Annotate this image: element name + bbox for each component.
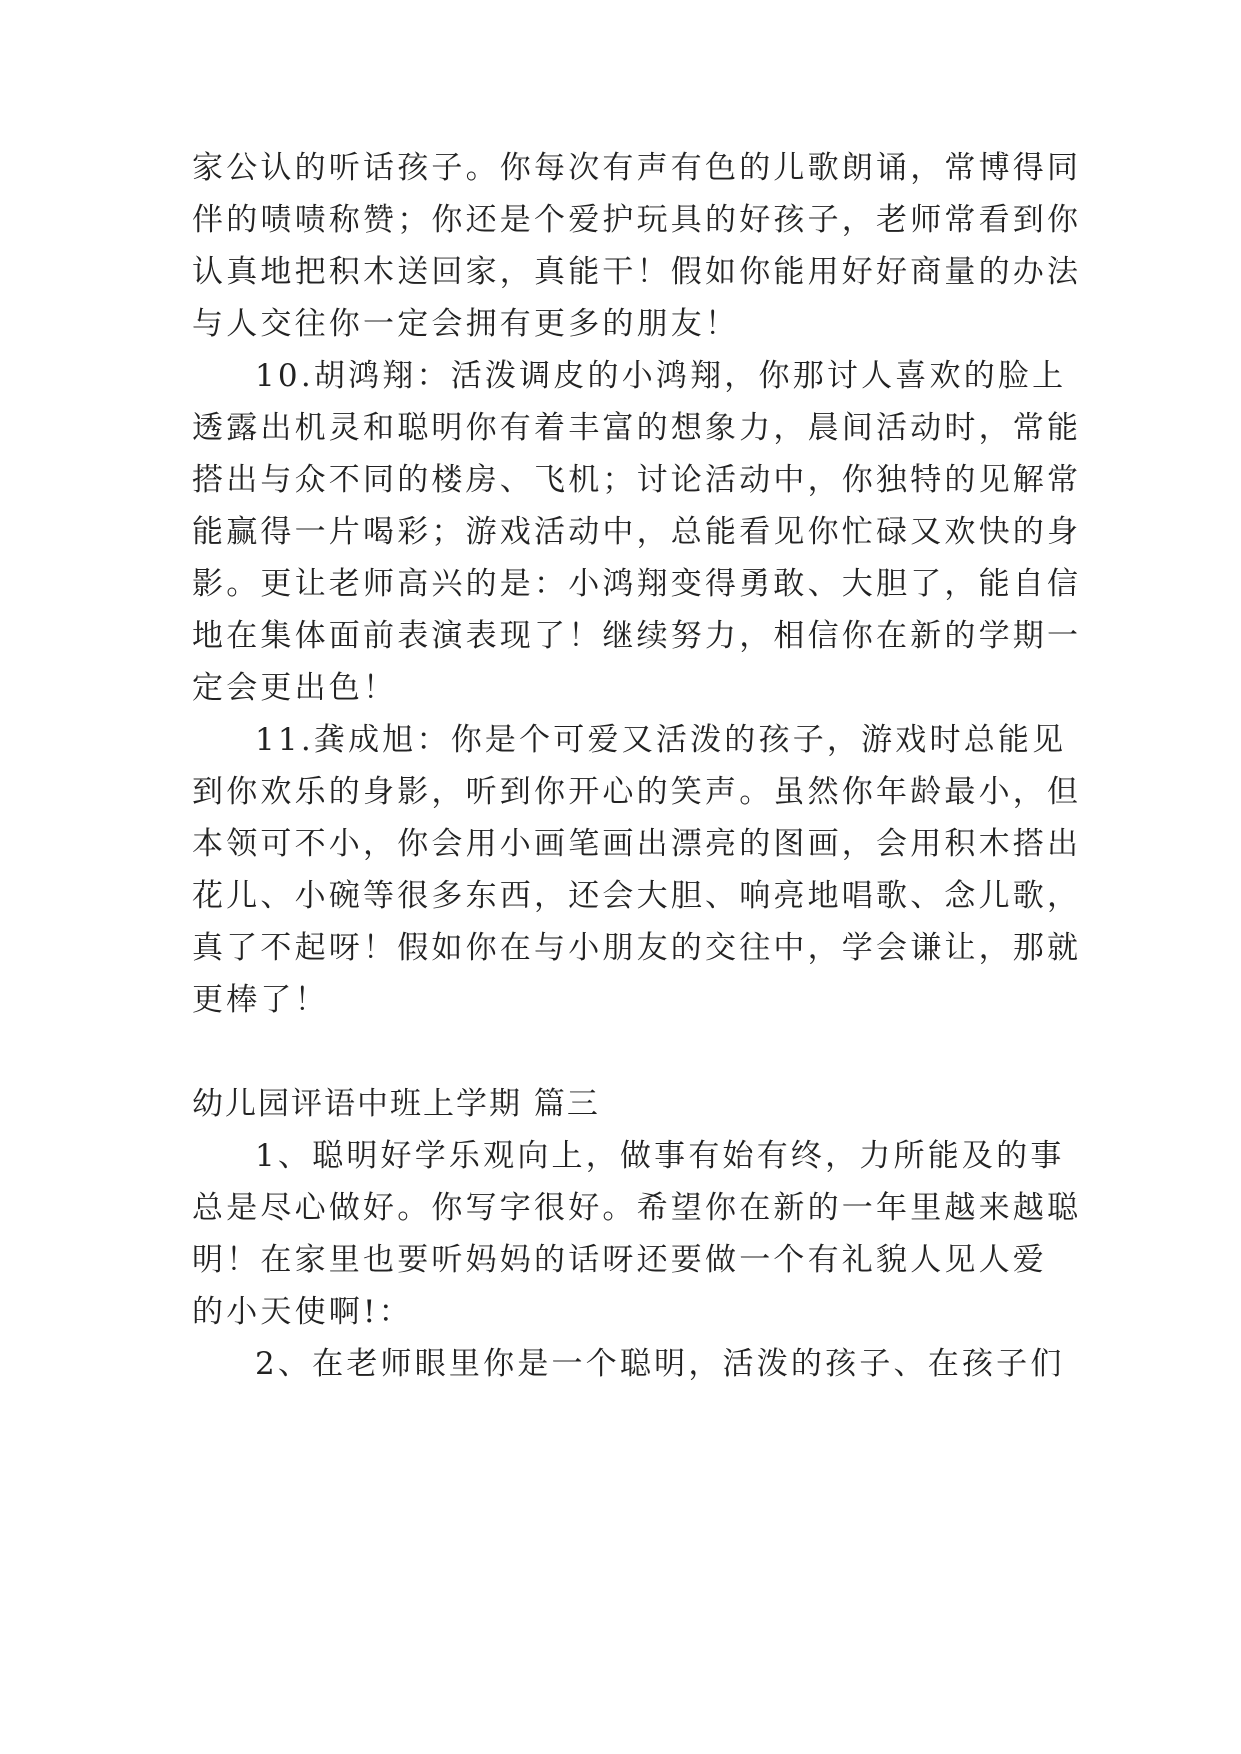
paragraph-10-line-3: 搭出与众不同的楼房、飞机；讨论活动中，你独特的见解常 [192, 462, 1082, 498]
paragraph-9-line-1: 家公认的听话孩子。你每次有声有色的儿歌朗诵，常博得同 [192, 150, 1082, 186]
paragraph-11-line-3: 本领可不小，你会用小画笔画出漂亮的图画，会用积木搭出 [192, 826, 1082, 862]
paragraph-11-line-6: 更棒了！ [192, 982, 329, 1018]
item-1-line-4: 的小天使啊!： [192, 1294, 413, 1330]
paragraph-11-line-5: 真了不起呀！假如你在与小朋友的交往中，学会谦让，那就 [192, 930, 1082, 966]
item-1-line-3: 明！在家里也要听妈妈的话呀还要做一个有礼貌人见人爱 [192, 1242, 1047, 1278]
paragraph-9-line-4: 与人交往你一定会拥有更多的朋友！ [192, 306, 740, 342]
paragraph-10-line-5: 影。更让老师高兴的是：小鸿翔变得勇敢、大胆了，能自信 [192, 566, 1082, 602]
paragraph-9-line-2: 伴的啧啧称赞；你还是个爱护玩具的好孩子，老师常看到你 [192, 202, 1082, 238]
paragraph-11-line-2: 到你欢乐的身影，听到你开心的笑声。虽然你年龄最小，但 [192, 774, 1082, 810]
paragraph-9-line-3: 认真地把积木送回家，真能干！假如你能用好好商量的办法 [192, 254, 1082, 290]
section-heading: 幼儿园评语中班上学期 篇三 [192, 1086, 600, 1122]
paragraph-10-line-6: 地在集体面前表演表现了！继续努力，相信你在新的学期一 [192, 618, 1082, 654]
paragraph-10-line-4: 能赢得一片喝彩；游戏活动中，总能看见你忙碌又欢快的身 [192, 514, 1082, 550]
paragraph-11-line-1: 11.龚成旭：你是个可爱又活泼的孩子，游戏时总能见 [255, 722, 1067, 758]
paragraph-10-line-7: 定会更出色！ [192, 670, 398, 706]
paragraph-10-line-1: 10.胡鸿翔：活泼调皮的小鸿翔，你那讨人喜欢的脸上 [255, 358, 1067, 394]
item-1-line-2: 总是尽心做好。你写字很好。希望你在新的一年里越来越聪 [192, 1190, 1082, 1226]
paragraph-11-line-4: 花儿、小碗等很多东西，还会大胆、响亮地唱歌、念儿歌， [192, 878, 1082, 914]
item-1-line-1: 1、聪明好学乐观向上，做事有始有终，力所能及的事 [255, 1138, 1065, 1174]
item-2-line-1: 2、在老师眼里你是一个聪明，活泼的孩子、在孩子们 [255, 1346, 1065, 1382]
paragraph-10-line-2: 透露出机灵和聪明你有着丰富的想象力，晨间活动时，常能 [192, 410, 1082, 446]
